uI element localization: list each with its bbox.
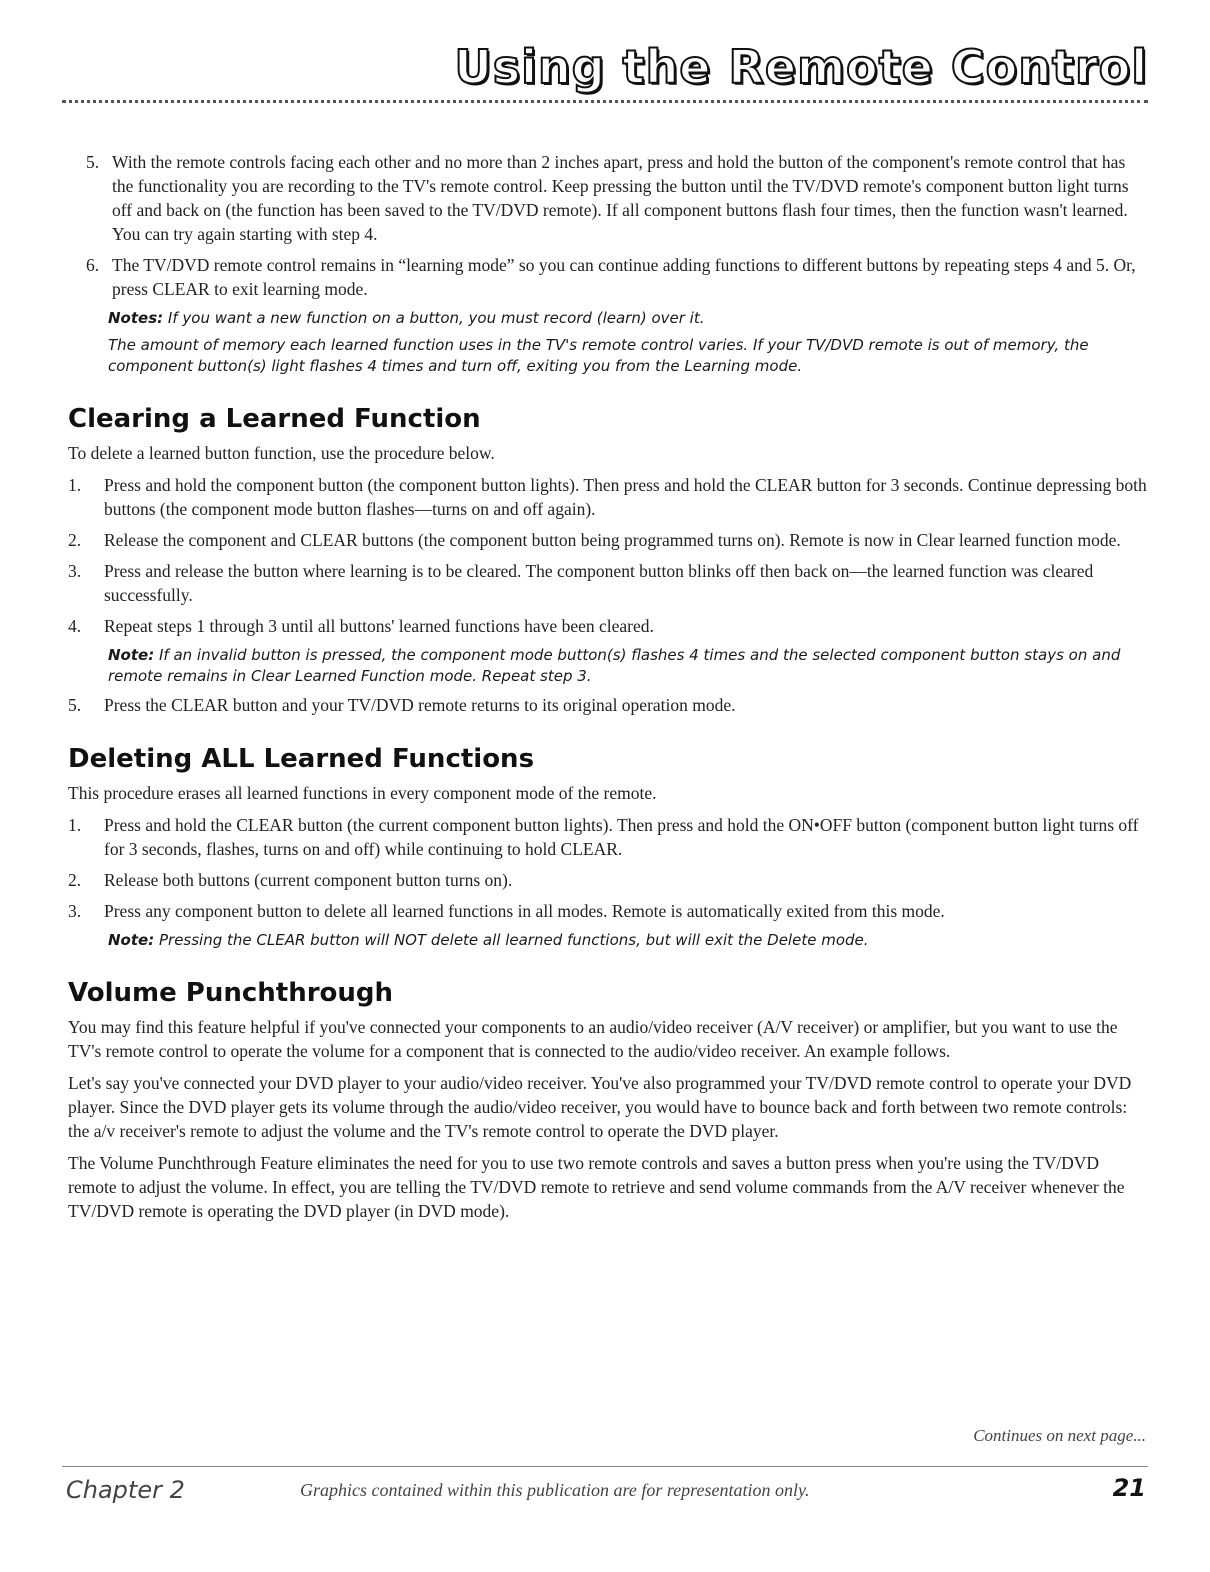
section-intro: This procedure erases all learned functions in every component mode of the remote.: [68, 783, 657, 803]
step-text: Press the CLEAR button and your TV/DVD remote returns to its original operation mode.: [104, 695, 736, 715]
step-number: 1.: [68, 815, 82, 835]
step-number: 5.: [86, 152, 100, 172]
list-item: [68, 614, 1148, 638]
step-number: 2.: [68, 870, 82, 890]
step-text: Repeat steps 1 through 3 until all buttons' learned functions have been cleared.: [104, 616, 654, 636]
intro-steps: [68, 150, 1148, 301]
page-number: 21: [1112, 1474, 1146, 1502]
step-text: Press and release the button where learning is to be cleared. The component button blinks off then back on—the learned function was cleared successfully.: [104, 561, 1094, 605]
step-text: Press any component button to delete all learned functions in all modes. Remote is automatically exited from this mode.: [104, 901, 945, 921]
step-text: Press and hold the component button (the component button lights). Then press and hold the CLEAR button for 3 seconds. Continue depressing both buttons (the component mode button flashes—turns on and off again).: [104, 475, 1147, 519]
intro-note-memory: [108, 335, 1148, 377]
footer-divider: [62, 1466, 1148, 1467]
step-number: 4.: [68, 616, 82, 636]
step-text: Release the component and CLEAR buttons (the component button being programmed turns on). Remote is now in Clear learned function mode.: [104, 530, 1121, 550]
step-number: 6.: [86, 255, 100, 275]
list-item: [68, 528, 1148, 552]
clearing-final-step: [68, 693, 1148, 717]
step-text: With the remote controls facing each other and no more than 2 inches apart, press and hold the button of the component's remote control that has the functionality you are recording to the TV's remote control. Keep pressing the button until the TV/DVD remote's component button light turns off and back on (the function has been saved to the TV/DVD remote). If all component buttons flash four times, then the function wasn't learned. You can try again starting with step 4.: [112, 152, 1129, 244]
step-text: The TV/DVD remote control remains in “learning mode” so you can continue adding functions to different buttons by repeating steps 4 and 5. Or, press CLEAR to exit learning mode.: [112, 255, 1136, 299]
step-number: 2.: [68, 530, 82, 550]
list-item: [68, 899, 1148, 923]
page-title: Using the Remote Control: [454, 40, 1148, 94]
paragraph: Let's say you've connected your DVD player to your audio/video receiver. You've also programmed your TV/DVD remote control to operate your DVD player. Since the DVD player gets its volume through the audio/video receiver, you would have to bounce back and forth between two remote controls: the a/v receiver's remote to adjust the volume and the TV's remote control to operate the DVD player.: [68, 1073, 1132, 1141]
note-text: If an invalid button is pressed, the component mode button(s) flashes 4 times and the selected component button stays on and remote remains in Clear Learned Function mode. Repeat step 3.: [108, 646, 1121, 685]
deleting-note: [108, 930, 1148, 951]
header-divider: [62, 100, 1148, 103]
note-text: If you want a new function on a button, you must record (learn) over it.: [167, 309, 705, 327]
deleting-steps: [68, 813, 1148, 923]
clearing-steps: [68, 473, 1148, 638]
footer-disclaimer: Graphics contained within this publication are for representation only.: [300, 1480, 810, 1500]
note-label: Note:: [108, 646, 155, 664]
step-number: 5.: [68, 695, 82, 715]
note-text: The amount of memory each learned function uses in the TV's remote control varies. If your TV/DVD remote is out of memory, the component button(s) light flashes 4 times and turn off, exiting you from the Learning mode.: [108, 336, 1089, 375]
intro-note: [108, 308, 1148, 329]
page-content: [68, 150, 1148, 1231]
section-heading-volume: Volume Punchthrough: [68, 978, 394, 1008]
section-intro: To delete a learned button function, use the procedure below.: [68, 443, 495, 463]
list-item: [68, 868, 1148, 892]
list-item: [68, 559, 1148, 607]
list-item: [68, 813, 1148, 861]
list-item: [68, 150, 1148, 246]
step-text: Press and hold the CLEAR button (the current component button lights). Then press and hold the ON•OFF button (component button light turns off for 3 seconds, flashes, turns on and off) while continuing to hold CLEAR.: [104, 815, 1139, 859]
paragraph: You may find this feature helpful if you've connected your components to an audio/video receiver (A/V receiver) or amplifier, but you want to use the TV's remote control to operate the volume for a component that is connected to the audio/video receiver. An example follows.: [68, 1017, 1118, 1061]
note-text: Pressing the CLEAR button will NOT delete all learned functions, but will exit the Delete mode.: [158, 931, 869, 949]
step-number: 3.: [68, 561, 82, 581]
section-heading-clearing: Clearing a Learned Function: [68, 404, 481, 434]
step-number: 3.: [68, 901, 82, 921]
list-item: [68, 253, 1148, 301]
step-number: 1.: [68, 475, 82, 495]
clearing-note: [108, 645, 1148, 687]
continues-note: Continues on next page...: [973, 1426, 1146, 1445]
note-label: Note:: [108, 931, 155, 949]
step-text: Release both buttons (current component button turns on).: [104, 870, 513, 890]
chapter-label: Chapter 2: [66, 1476, 185, 1504]
list-item: [68, 693, 1148, 717]
list-item: [68, 473, 1148, 521]
note-label: Notes:: [108, 309, 164, 327]
section-heading-deleting: Deleting ALL Learned Functions: [68, 744, 535, 774]
paragraph: The Volume Punchthrough Feature eliminates the need for you to use two remote controls and saves a button press when you're using the TV/DVD remote to adjust the volume. In effect, you are telling the TV/DVD remote to retrieve and send volume commands from the A/V receiver whenever the TV/DVD remote is operating the DVD player (in DVD mode).: [68, 1153, 1125, 1221]
